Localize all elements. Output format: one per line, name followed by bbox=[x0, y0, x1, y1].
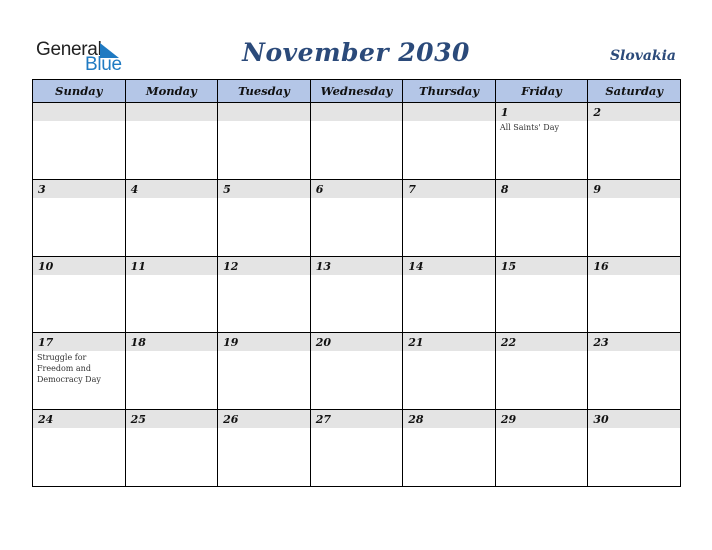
day-cell bbox=[310, 179, 403, 256]
holiday-label bbox=[588, 121, 680, 122]
holiday-label bbox=[496, 428, 588, 429]
day-number: 23 bbox=[588, 333, 680, 351]
day-cell bbox=[218, 410, 311, 487]
holiday-label bbox=[126, 428, 218, 429]
day-number: 7 bbox=[403, 180, 495, 198]
day-cell bbox=[495, 179, 588, 256]
holiday-label: Struggle for Freedom and Democracy Day bbox=[37, 353, 101, 385]
day-cell bbox=[218, 103, 311, 180]
day-number: 12 bbox=[218, 257, 310, 275]
country-label: Slovakia bbox=[609, 48, 676, 64]
holiday-label bbox=[311, 275, 403, 276]
day-cell bbox=[33, 103, 126, 180]
day-cell bbox=[403, 179, 496, 256]
week-row bbox=[33, 179, 681, 256]
holiday-label bbox=[403, 428, 495, 429]
day-number bbox=[126, 103, 218, 121]
holiday-label bbox=[218, 428, 310, 429]
day-number: 2 bbox=[588, 103, 680, 121]
holiday-label bbox=[588, 198, 680, 199]
day-cell bbox=[495, 333, 588, 410]
day-number: 1 bbox=[496, 103, 588, 121]
weekday-thursday: Thursday bbox=[403, 80, 496, 103]
day-number: 26 bbox=[218, 410, 310, 428]
day-cell bbox=[218, 256, 311, 333]
logo-text-general: General bbox=[36, 39, 102, 60]
day-number: 30 bbox=[588, 410, 680, 428]
holiday-label bbox=[33, 121, 125, 122]
holiday-label bbox=[311, 121, 403, 122]
day-cell bbox=[403, 410, 496, 487]
day-cell bbox=[403, 103, 496, 180]
calendar-title: November 2030 bbox=[242, 38, 470, 67]
holiday-label bbox=[588, 428, 680, 429]
day-cell bbox=[125, 179, 218, 256]
day-cell bbox=[588, 410, 681, 487]
day-number: 24 bbox=[33, 410, 125, 428]
week-row bbox=[33, 256, 681, 333]
holiday-label bbox=[126, 198, 218, 199]
day-number bbox=[218, 103, 310, 121]
logo-text-blue: Blue bbox=[85, 54, 122, 75]
holiday-label bbox=[311, 351, 403, 352]
day-number: 11 bbox=[126, 257, 218, 275]
day-cell bbox=[33, 256, 126, 333]
day-cell bbox=[495, 410, 588, 487]
day-cell bbox=[125, 410, 218, 487]
day-number: 13 bbox=[311, 257, 403, 275]
holiday-label bbox=[218, 198, 310, 199]
day-number: 5 bbox=[218, 180, 310, 198]
day-cell bbox=[125, 103, 218, 180]
day-cell bbox=[310, 256, 403, 333]
day-number: 16 bbox=[588, 257, 680, 275]
day-number: 21 bbox=[403, 333, 495, 351]
day-cell bbox=[588, 333, 681, 410]
holiday-label bbox=[403, 275, 495, 276]
weekday-friday: Friday bbox=[495, 80, 588, 103]
holiday-label bbox=[218, 275, 310, 276]
holiday-label bbox=[33, 198, 125, 199]
day-number: 25 bbox=[126, 410, 218, 428]
week-row bbox=[33, 103, 681, 180]
weekday-saturday: Saturday bbox=[588, 80, 681, 103]
holiday-label bbox=[496, 351, 588, 352]
day-number: 19 bbox=[218, 333, 310, 351]
holiday-label bbox=[33, 428, 125, 429]
day-cell bbox=[218, 179, 311, 256]
holiday-label bbox=[33, 275, 125, 276]
weekday-tuesday: Tuesday bbox=[218, 80, 311, 103]
holiday-label bbox=[311, 198, 403, 199]
holiday-label bbox=[403, 121, 495, 122]
week-row bbox=[33, 333, 681, 410]
holiday-label bbox=[126, 275, 218, 276]
holiday-label bbox=[218, 351, 310, 352]
holiday-label bbox=[588, 275, 680, 276]
weekday-monday: Monday bbox=[125, 80, 218, 103]
day-cell bbox=[33, 333, 126, 410]
day-number bbox=[403, 103, 495, 121]
holiday-label bbox=[403, 351, 495, 352]
day-number: 6 bbox=[311, 180, 403, 198]
week-row bbox=[33, 410, 681, 487]
day-number: 8 bbox=[496, 180, 588, 198]
day-cell bbox=[495, 103, 588, 180]
day-cell bbox=[588, 179, 681, 256]
day-number: 3 bbox=[33, 180, 125, 198]
day-number: 17 bbox=[33, 333, 125, 351]
holiday-label bbox=[218, 121, 310, 122]
day-cell bbox=[33, 179, 126, 256]
day-cell bbox=[33, 410, 126, 487]
weekday-wednesday: Wednesday bbox=[310, 80, 403, 103]
day-number: 9 bbox=[588, 180, 680, 198]
day-cell bbox=[218, 333, 311, 410]
calendar-grid bbox=[32, 79, 681, 487]
day-number: 22 bbox=[496, 333, 588, 351]
day-cell bbox=[125, 333, 218, 410]
weekday-header-row bbox=[33, 80, 681, 103]
day-cell bbox=[495, 256, 588, 333]
holiday-label bbox=[496, 198, 588, 199]
holiday-label bbox=[403, 198, 495, 199]
day-number: 18 bbox=[126, 333, 218, 351]
day-cell bbox=[403, 256, 496, 333]
weekday-sunday: Sunday bbox=[33, 80, 126, 103]
holiday-label bbox=[496, 275, 588, 276]
day-number: 20 bbox=[311, 333, 403, 351]
day-cell bbox=[125, 256, 218, 333]
day-number: 14 bbox=[403, 257, 495, 275]
holiday-label bbox=[126, 351, 218, 352]
holiday-label bbox=[588, 351, 680, 352]
day-cell bbox=[310, 333, 403, 410]
day-cell bbox=[403, 333, 496, 410]
day-cell bbox=[588, 103, 681, 180]
holiday-label: All Saints' Day bbox=[499, 123, 559, 132]
day-number: 15 bbox=[496, 257, 588, 275]
holiday-label bbox=[311, 428, 403, 429]
day-cell bbox=[310, 410, 403, 487]
day-number: 29 bbox=[496, 410, 588, 428]
day-cell bbox=[310, 103, 403, 180]
day-number bbox=[33, 103, 125, 121]
day-number: 4 bbox=[126, 180, 218, 198]
day-number bbox=[311, 103, 403, 121]
day-cell bbox=[588, 256, 681, 333]
day-number: 27 bbox=[311, 410, 403, 428]
day-number: 28 bbox=[403, 410, 495, 428]
day-number: 10 bbox=[33, 257, 125, 275]
holiday-label bbox=[126, 121, 218, 122]
